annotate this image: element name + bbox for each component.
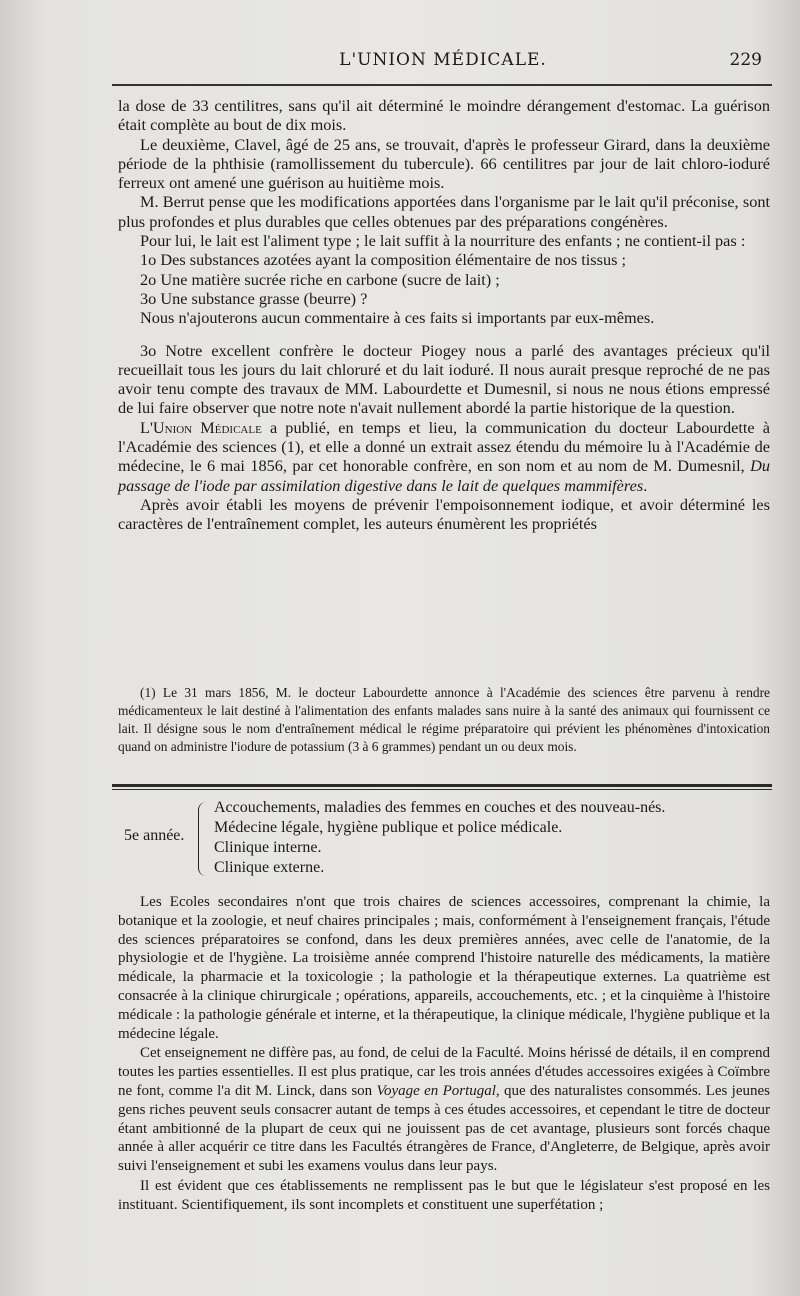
- running-title: L'UNION MÉDICALE.: [339, 50, 547, 70]
- paragraph: la dose de 33 centilitres, sans qu'il ait déterminé le moindre dérangement d'estomac. La guérison était complète au bout de dix mois.: [118, 96, 770, 135]
- paragraph: Après avoir établi les moyens de prévenir l'empoisonnement iodique, et avoir déterminé les caractères de l'entraînement complet, les auteurs énumèrent les propriétés: [118, 494, 770, 534]
- paragraph: Nous n'ajouterons aucun commentaire à ces faits si importants par eux-mêmes.: [140, 308, 655, 328]
- text-run: Cet enseignement ne diffère pas, au fond, de celui de la Faculté. Moins hérissé de détails, il en comprend toutes les parties essentielles. Il est plus pratique, car les trois années d'études accessoires exigées à Coïmbre ne font, comme l'a dit M. Linck, dans son: [118, 1045, 770, 1099]
- course-item: Accouchements, maladies des femmes en couches et des nouveau-nés.: [214, 799, 666, 816]
- brace: [198, 802, 207, 876]
- list-item: 1o Des substances azotées ayant la composition élémentaire de nos tissus ;: [140, 250, 627, 270]
- paragraph: 3o Notre excellent confrère le docteur Piogey nous a parlé des avantages précieux qu'il recueillait tous les jours du lait chloruré et du lait ioduré. Il nous aurait presque reproché de ne pas avoir tenu compte des travaux de MM. Labourdette et Dumesnil, si nous ne nous étions empressé de lui faire observer que notre note n'avait nullement abordé la partie historique de la question.: [118, 340, 770, 418]
- paragraph: Le deuxième, Clavel, âgé de 25 ans, se trouvait, d'après le professeur Girard, dans la deuxième période de la phthisie (ramollissement du tubercule). 66 centilitres par jour de lait chloro-ioduré ferreux ont amené une guérison au huitième mois.: [118, 134, 770, 193]
- year-curriculum: [118, 798, 770, 880]
- text-run: a publié, en temps et lieu, la communication du docteur Labourdette à l'Académie des sciences (1), et elle a donné un extrait assez étendu du mémoire lu à l'Académie de médecine, le 6 mai 1856, par cet honorable confrère, en son nom et au nom de M. Dumesnil,: [118, 417, 770, 476]
- section-divider: [112, 789, 772, 790]
- paragraph: Les Ecoles secondaires n'ont que trois chaires de sciences accessoires, comprenant la chimie, la botanique et la zoologie, et neuf chaires principales ; mais, conformément à l'enseignement français, l'étude des sciences préparatoires se confond, dans les deux premières années, avec celle de l'anatomie, de la physiologie et de l'hygiène. La troisième année comprend l'histoire naturelle des médicaments, la matière médicale, la pharmacie et la toxicologie ; la pathologie et la thérapeutique externes. La quatrième est consacrée à la clinique chirurgicale ; opérations, appareils, accouchements, etc. ; et la cinquième à l'histoire médicale : la pathologie générale et interne, et la thérapeutique, la clinique médicale, l'hygiène publique et la médecine légale.: [118, 894, 771, 1042]
- footnote-text: (1) Le 31 mars 1856, M. le docteur Labourdette annonce à l'Académie des sciences être parvenu à rendre médicamenteux le lait destiné à l'alimentation des enfants malades sans nuire à la santé des animaux qui fournissent ce lait. Il désigne sous le nom d'entraînement médical le régime préparatoire qui prévient les phénomènes d'intoxication quand on administre l'iodure de potassium (3 à 6 grammes) pendant un ou deux mois.: [118, 685, 770, 754]
- course-item: Clinique externe.: [214, 859, 325, 876]
- main-text: [118, 96, 770, 534]
- list-item: 3o Une substance grasse (beurre) ?: [140, 288, 368, 308]
- paragraph: Il est évident que ces établissements ne remplissent pas le but que le législateur s'est proposé en les instituant. Scientifiquement, ils sont incomplets et constituent une superfétation ;: [118, 1177, 770, 1213]
- text-run: .: [643, 475, 648, 495]
- memoir-title: Du passage de l'iode par assimilation digestive dans le lait de quelques mammifères: [118, 456, 770, 495]
- section-divider: [112, 784, 772, 787]
- header-rule: [112, 84, 772, 86]
- book-title: Voyage en Portugal: [376, 1082, 496, 1099]
- paragraph: M. Berrut pense que les modifications apportées dans l'organisme par le lait qu'il préconise, sont plus profondes et plus durables que celles obtenues par des préparations congénères.: [118, 192, 770, 231]
- paragraph: [118, 1044, 770, 1176]
- course-list: [214, 798, 665, 878]
- paragraph: Pour lui, le lait est l'aliment type ; le lait suffit à la nourriture des enfants ; ne contient-il pas :: [140, 231, 746, 251]
- course-item: Médecine légale, hygiène publique et police médicale.: [214, 819, 563, 836]
- list-item: 2o Une matière sucrée riche en carbone (sucre de lait) ;: [140, 269, 500, 289]
- page-number: 229: [729, 50, 762, 70]
- page-header: [118, 48, 768, 76]
- paragraph: [118, 418, 770, 495]
- footnote: [118, 684, 770, 756]
- course-item: Clinique interne.: [214, 839, 322, 856]
- year-label: 5e année.: [124, 827, 185, 844]
- text-run: , que des naturalistes consommés. Les jeunes gens riches peuvent seuls consacrer autant de temps à ces études accessoires, et cependant le titre de docteur étant ambitionné de la plupart de ceux qui ne jouissent pas de cet avantage, plusieurs sont forcés chaque année à aller acquérir ce titre dans les Facultés étrangères de France, d'Angleterre, de Belgique, après avoir suivi l'enseignement et subi les examens voulus dans leur pays.: [118, 1082, 770, 1175]
- journal-name: L'Union Médicale: [140, 417, 262, 437]
- secondary-text: [118, 893, 770, 1215]
